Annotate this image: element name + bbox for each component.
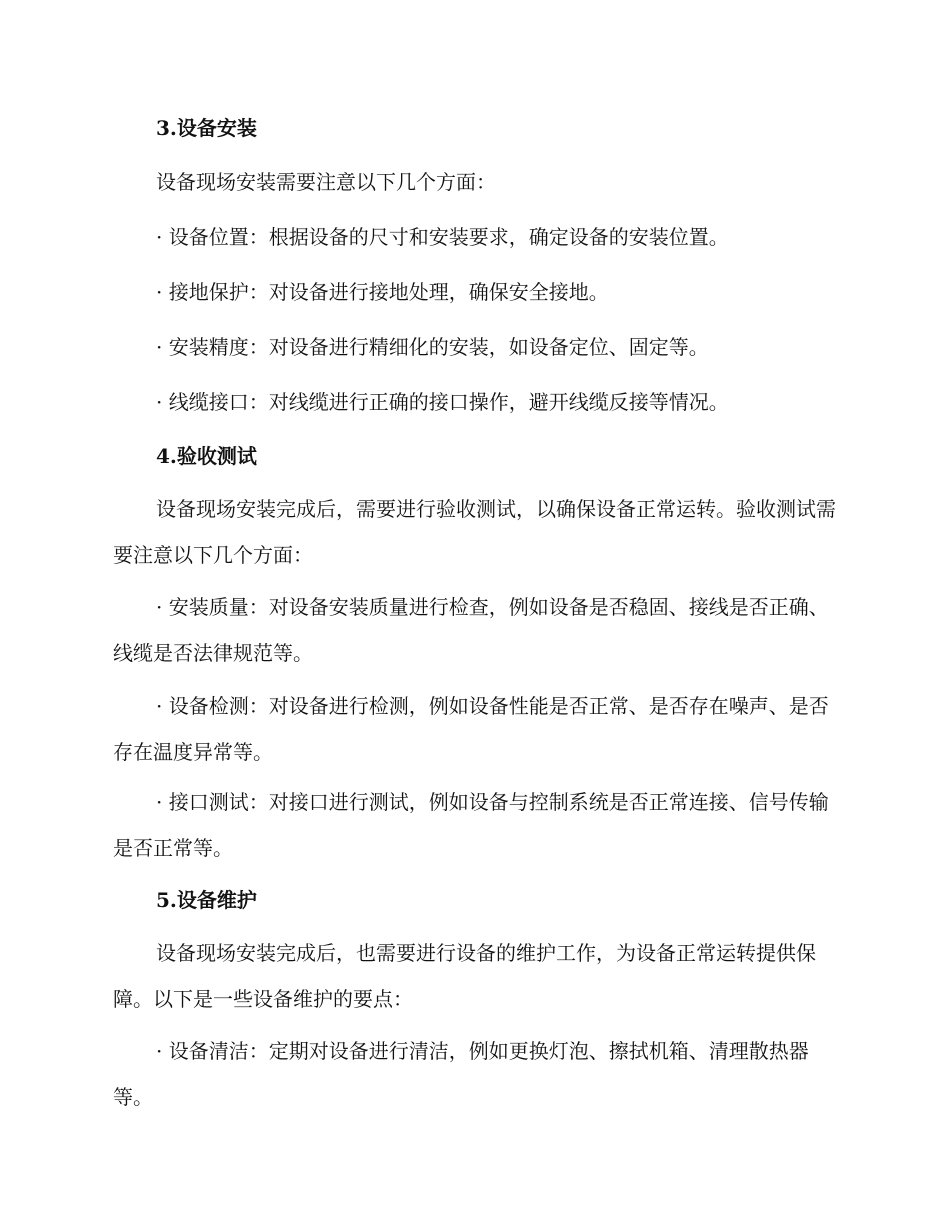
section-4-heading: 4.验收测试: [156, 444, 257, 468]
section-4-item-install-quality: · 安装质量：对设备安装质量进行检查，例如设备是否稳固、接线是否正确、线缆是否法律规范等。: [113, 595, 829, 665]
section-5-intro: 设备现场安装完成后，也需要进行设备的维护工作，为设备正常运转提供保障。以下是一些设备维护的要点：: [113, 941, 816, 1011]
section-3-item-grounding: · 接地保护：对设备进行接地处理，确保安全接地。: [156, 280, 609, 304]
section-3-intro: 设备现场安装需要注意以下几个方面：: [156, 170, 496, 194]
section-3-item-cable-interface: · 线缆接口：对线缆进行正确的接口操作，避开线缆反接等情况。: [156, 390, 729, 414]
section-3-item-precision: · 安装精度：对设备进行精细化的安装，如设备定位、固定等。: [156, 335, 709, 359]
section-4-item-device-detection: · 设备检测：对设备进行检测，例如设备性能是否正常、是否存在噪声、是否存在温度异常等。: [113, 694, 829, 764]
section-4-intro: 设备现场安装完成后，需要进行验收测试，以确保设备正常运转。验收测试需要注意以下几个方面：: [113, 497, 836, 567]
section-3-item-device-position: · 设备位置：根据设备的尺寸和安装要求，确定设备的安装位置。: [156, 225, 729, 249]
section-4-item-interface-test: · 接口测试：对接口进行测试，例如设备与控制系统是否正常连接、信号传输是否正常等。: [113, 790, 829, 860]
section-3-heading: 3.设备安装: [156, 116, 257, 140]
section-5-item-cleaning: · 设备清洁：定期对设备进行清洁，例如更换灯泡、擦拭机箱、清理散热器等。: [113, 1039, 809, 1109]
section-5-heading: 5.设备维护: [156, 888, 257, 912]
